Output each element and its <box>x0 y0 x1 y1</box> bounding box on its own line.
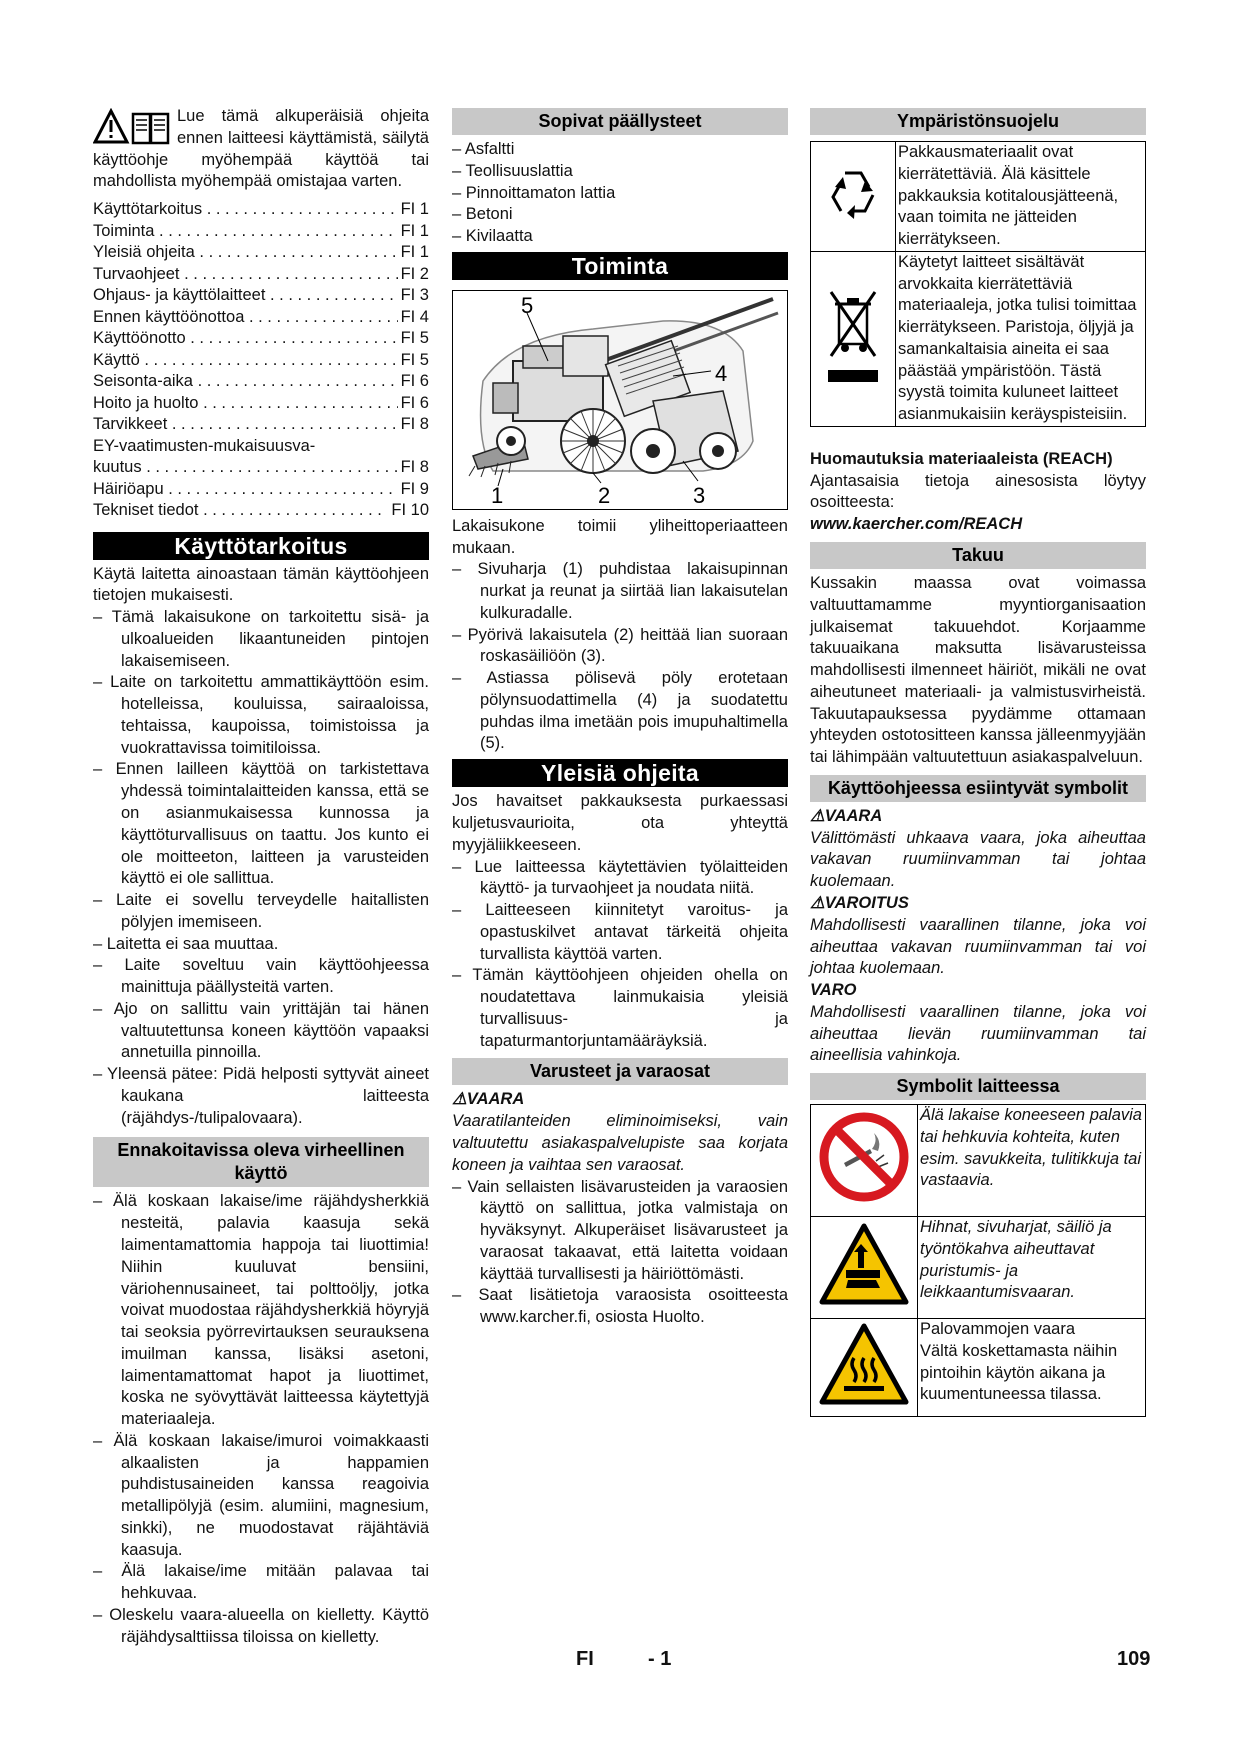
crush-text: Hihnat, sivuharjat, säiliö ja työntökahva aiheuttavat puristumis- ja leikkaantumisvaaran. <box>918 1217 1146 1319</box>
figure-label-5: 5 <box>521 292 534 318</box>
list-item: – Saat lisätietoja varaosista osoitteesta www.karcher.fi, osiosta Huolto. <box>452 1286 788 1327</box>
symbol-label-varo: VARO <box>810 981 857 1000</box>
toc-row[interactable]: Häiriöapu . . . FI 9 <box>93 479 429 501</box>
symbol-label-varoitus: ⚠VAROITUS <box>810 893 909 912</box>
section-title-yleisia: Yleisiä ohjeita <box>452 759 788 787</box>
toc-row[interactable]: Käyttö . . . FI 5 <box>93 350 429 372</box>
toc-row[interactable]: Yleisiä ohjeita . . . FI 1 <box>93 242 429 264</box>
footer-language: FI <box>576 1648 594 1670</box>
kayttotarkoitus-intro: Käytä laitetta ainoastaan tämän käyttöohjeen tietojen mukaisesti. <box>93 564 429 605</box>
intro-block <box>93 106 429 193</box>
crush-sign-cell <box>811 1217 918 1319</box>
figure-label-4: 4 <box>715 360 728 386</box>
no-fire-text: Älä lakaise koneeseen palavia tai hehkuvia kohteita, kuten esim. savukkeita, tulitikkuja tai vastaavia. <box>918 1105 1146 1217</box>
list-item: – Pinnoittamaton lattia <box>452 183 616 202</box>
toc-row[interactable]: Ohjaus- ja käyttölaitteet . . . FI 3 <box>93 285 429 307</box>
section-title-paallysteet: Sopivat päällysteet <box>452 108 788 135</box>
warning-book-icon <box>93 108 171 146</box>
weee-text: Käytetyt laitteet sisältävät arvokkaita kierrätettäviä materiaaleja, jotka tulisi toimittaa kierrätykseen. Paristoja, öljyjä ja samankaltaisia aineita ei saa päästää ympäristöön. Tästä syystä toimita kuluneet laitteet asianmukaisiin keräyspisteisiin. <box>896 251 1146 426</box>
figure-label-3: 3 <box>693 482 706 508</box>
list-item: – Sivuharja (1) puhdistaa lakaisupinnan nurkat ja reunat ja siirtää lian lakaisutelan kulkuradalle. <box>452 560 788 622</box>
list-item: – Lue laitteessa käytettävien työlaitteiden käyttö- ja turvaohjeet ja noudata niitä. <box>452 857 788 898</box>
toiminta-intro: Lakaisukone toimii yliheittoperiaatteen mukaan. <box>452 516 788 557</box>
recycle-cell <box>811 142 896 252</box>
sweeper-figure <box>452 290 788 510</box>
intro-text: Lue tämä alkuperäisiä ohjeita ennen laitteesi käyttämistä, säilytä käyttöohje myöhempää käyttöä tai mahdollista myöhempää omistajaa varten. <box>93 107 429 191</box>
list-item: – Tämä lakaisukone on tarkoitettu sisä- ja ulkoalueiden likaantuneiden pintojen lakaisemiseen. <box>93 608 429 670</box>
list-item: – Laite ei sovellu terveydelle haitallisten pölyjen imemiseen. <box>93 891 429 931</box>
symbol-label-vaara: ⚠VAARA <box>810 806 883 825</box>
crush-hazard-icon <box>818 1222 910 1306</box>
hot-surface-icon <box>818 1322 910 1406</box>
reach-title: Huomautuksia materiaaleista (REACH) <box>810 449 1113 468</box>
no-fire-sign-cell <box>811 1105 918 1217</box>
list-item: – Tämän käyttöohjeen ohjeiden ohella on noudatettava lainmukaisia yleisiä turvallisuus- ja tapaturmantorjuntamääräyksiä. <box>452 966 788 1050</box>
sweeper-diagram-image <box>453 291 787 509</box>
list-item: – Laitetta ei saa muuttaa. <box>93 934 279 953</box>
toc-row[interactable]: Ennen käyttöönottoa . . . FI 4 <box>93 307 429 329</box>
list-item: – Yleensä pätee: Pidä helposti syttyvät aineet kaukana laitteesta (räjähdys-/tulipalovaara). <box>93 1065 429 1127</box>
footer-local-page: - 1 <box>648 1648 672 1670</box>
toc-row[interactable]: Turvaohjeet . . . FI 2 <box>93 264 429 286</box>
section-title-kayttotarkoitus: Käyttötarkoitus <box>93 532 429 560</box>
toc-row[interactable]: Käyttötarkoitus . . . FI 1 <box>93 199 429 221</box>
toc-row[interactable]: Tarvikkeet . . . FI 8 <box>93 414 429 436</box>
section-title-symbolit-ohje: Käyttöohjeessa esiintyvät symbolit <box>810 775 1146 802</box>
list-item: – Ajo on sallittu vain yrittäjän tai hänen valtuutettunsa koneen käyttöön vapaaksi annetuilla pinnoilla. <box>93 999 429 1062</box>
list-item: – Oleskelu vaara-alueella on kielletty. Käyttö räjähdysalttiissa tiloissa on kielletty. <box>93 1606 429 1646</box>
list-item: – Pyörivä lakaisutela (2) heittää lian suoraan roskasäiliöön (3). <box>452 625 788 666</box>
list-item: – Asfaltti <box>452 140 515 158</box>
list-item: – Betoni <box>452 205 513 224</box>
list-item: – Laite soveltuu vain käyttöohjeessa mainittuja päällysteitä varten. <box>93 956 429 997</box>
section-title-ymparisto: Ympäristönsuojelu <box>810 108 1146 135</box>
toc-row[interactable]: Seisonta-aika . . . FI 6 <box>93 371 429 393</box>
column-2 <box>452 106 788 1329</box>
section-title-toiminta: Toiminta <box>452 252 788 280</box>
crossed-bin-icon <box>823 286 883 386</box>
toc-row[interactable]: Tekniset tiedot . . . FI 10 <box>93 500 429 522</box>
list-item: – Ennen lailleen käyttöä on tarkistettava yhdessä toimintalaitteiden kanssa, että se on asianmukaisessa kunnossa ja käyttöturvallisuus on taattu. Jos kunto ei ole moitteeton, laitteen ja varusteiden käyttö ei ole sallittua. <box>93 760 429 888</box>
hot-title: Palovammojen vaara <box>920 1320 1075 1339</box>
footer-page-number: 109 <box>1117 1648 1151 1670</box>
list-item: – Vain sellaisten lisävarusteiden ja varaosien käyttö on sallittua, jotka valmistaja on hyväksynyt. Alkuperäiset lisävarusteet ja varaosat takaavat, että laitetta voidaan käyttää turvallisesti ja häiriöttömästi. <box>452 1177 788 1283</box>
reach-link[interactable]: www.kaercher.com/REACH <box>810 515 1023 534</box>
no-burning-objects-icon <box>818 1111 910 1203</box>
symbol-text-varo: Mahdollisesti vaarallinen tilanne, joka voi aiheuttaa lievän ruumiinvamman tai aineellisia vahinkoja. <box>810 1002 1146 1065</box>
reach-text: Ajantasaisia tietoja ainesosista löytyy osoitteesta: <box>810 471 1146 512</box>
list-item: – Älä lakaise/ime mitään palavaa tai hehkuvaa. <box>93 1562 429 1603</box>
yleisia-intro: Jos havaitset pakkauksesta purkaessasi kuljetusvaurioita, ota yhteyttä myyjäliikkeeseen. <box>452 792 788 854</box>
list-item: – Älä koskaan lakaise/ime räjähdysherkkiä nesteitä, palavia kaasuja sekä laimentamattomia happoja tai liuottimia! Niihin kuuluvat bensiini, väriohennusaineet, tai polttoöljy, jotka voivat muodostaa räjähdysherkkiä höyryjä tai seoksia pyörrevirtauksen seurauksena imuilman kanssa, lisäksi asetoni, laimentamattomat hapot ja liuottimet, koska ne syövyttävät laitteessa käytettyjä materiaaleja. <box>93 1192 429 1429</box>
symbol-text-varoitus: Mahdollisesti vaarallinen tilanne, joka voi aiheuttaa vakavan ruumiinvamman tai voi johtaa kuolemaan. <box>810 915 1146 978</box>
hot-sign-cell <box>811 1319 918 1417</box>
device-symbols-table <box>810 1104 1146 1417</box>
takuu-text: Kussakin maassa ovat voimassa valtuuttamamme myyntiorganisaation julkaisemat takuuehdot. Korjaamme takuuaikana maksutta lisävarusteissa mahdollisesti ilmenneet häiriöt, mikäli ne ovat aiheutuneet materiaali- ja valmistusvirheistä. Takuutapauksessa pyydämme ottamaan yhteyden ostotositteen kanssa jälleenmyyjään tai lähimpään valtuutettuun asiakaspalveluun. <box>810 574 1146 767</box>
list-item: – Laite on tarkoitettu ammattikäyttöön esim. hotelleissa, kouluissa, sairaaloissa, tehtaissa, kaupoissa, toimistoissa ja vuokrattavissa toimitiloissa. <box>93 673 429 757</box>
section-title-takuu: Takuu <box>810 542 1146 569</box>
column-1 <box>93 106 429 1649</box>
hot-text-cell <box>918 1319 1146 1417</box>
environment-table <box>810 141 1146 427</box>
list-item: – Astiassa pölisevä pöly erotetaan pölynsuodattimella (4) ja suodatettu puhdas ilma imetään pois imupuhaltimella (5). <box>452 669 788 753</box>
list-item: – Kivilaatta <box>452 227 533 246</box>
list-item: – Laitteeseen kiinnitetyt varoitus- ja opastuskilvet antavat tärkeitä ohjeita turvallista käyttöä varten. <box>452 901 788 963</box>
toc-row[interactable]: Toiminta . . . FI 1 <box>93 221 429 243</box>
figure-label-2: 2 <box>598 482 611 508</box>
symbol-text-vaara: Välittömästi uhkaava vaara, joka aiheuttaa vakavan ruumiinvamman tai johtaa kuolemaan. <box>810 828 1146 891</box>
section-title-varusteet: Varusteet ja varaosat <box>452 1058 788 1085</box>
table-of-contents <box>93 199 429 522</box>
section-title-symbolit-laite: Symbolit laitteessa <box>810 1073 1146 1100</box>
figure-label-1: 1 <box>491 482 504 508</box>
recycle-icon <box>823 165 883 221</box>
warning-label: ⚠VAARA <box>452 1090 525 1109</box>
hot-text: Vältä koskettamasta näihin pintoihin käytön aikana ja kuumentuneessa tilassa. <box>920 1341 1118 1404</box>
section-title-virheellinen: Ennakoitavissa oleva virheellinen käyttö <box>93 1137 429 1187</box>
toc-row[interactable]: Hoito ja huolto . . . FI 6 <box>93 393 429 415</box>
warning-text: Vaaratilanteiden eliminoimiseksi, vain valtuutettu asiakaspalvelupiste saa korjata koneen ja vaihtaa sen varaosat. <box>452 1112 788 1174</box>
column-3 <box>810 106 1146 1417</box>
toc-row-continued: EY-vaatimusten-mukaisuusva- <box>93 436 316 455</box>
list-item: – Teollisuuslattia <box>452 161 573 180</box>
weee-cell <box>811 251 896 426</box>
recycle-text: Pakkausmateriaalit ovat kierrätettäviä. Älä käsittele pakkauksia kotitalousjätteenä, vaan toimita ne jätteiden kierrätykseen. <box>896 142 1146 252</box>
toc-row[interactable]: kuutus . . . FI 8 <box>93 457 429 479</box>
list-item: – Älä koskaan lakaise/imuroi voimakkaasti alkaalisten ja happamien puhdistusaineiden kanssa reagoivia metallipölyjä (esim. alumiini, magnesium, sinkki), ne muodostavat räjähtäviä kaasuja. <box>93 1431 429 1559</box>
toc-row[interactable]: Käyttöönotto . . . FI 5 <box>93 328 429 350</box>
